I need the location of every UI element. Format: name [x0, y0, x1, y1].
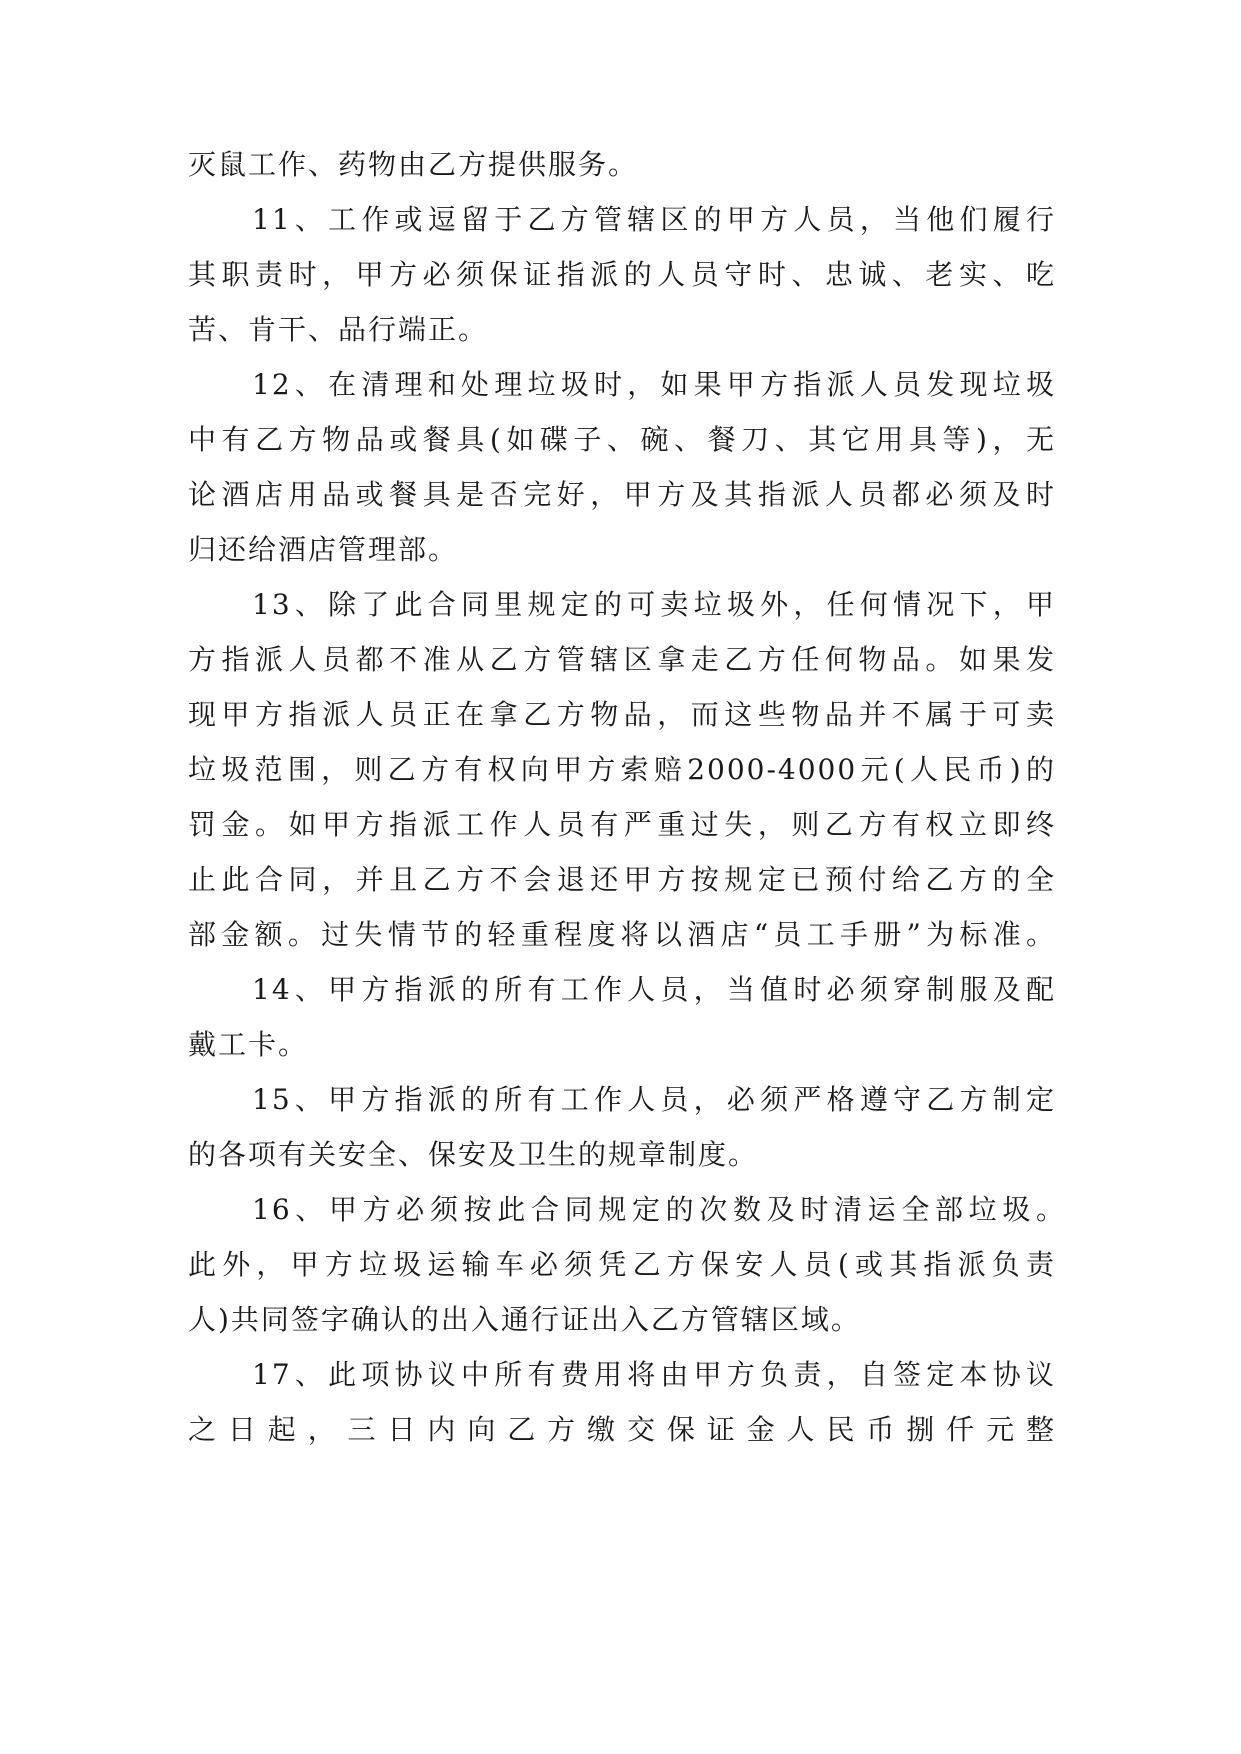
- clause-13-line-5: 罚金。如甲方指派工作人员有严重过失，则乙方有权立即终: [188, 808, 1056, 841]
- clause-12-line-1: 12、在清理和处理垃圾时，如果甲方指派人员发现垃圾: [252, 368, 1056, 401]
- clause-13-line-3: 现甲方指派人员正在拿乙方物品，而这些物品并不属于可卖: [188, 698, 1056, 731]
- clause-13-line-4: 垃圾范围，则乙方有权向甲方索赔2000-4000元(人民币)的: [188, 753, 1056, 786]
- text-line-1: 灭鼠工作、药物由乙方提供服务。: [188, 148, 639, 181]
- clause-17-line-1: 17、此项协议中所有费用将由甲方负责，自签定本协议: [252, 1358, 1056, 1391]
- clause-15-line-2: 的各项有关安全、保安及卫生的规章制度。: [188, 1138, 759, 1171]
- clause-14-line-2: 戴工卡。: [188, 1028, 309, 1061]
- clause-11-line-2: 其职责时，甲方必须保证指派的人员守时、忠诚、老实、吃: [188, 258, 1056, 291]
- clause-16-line-3: 人)共同签字确认的出入通行证出入乙方管辖区域。: [188, 1303, 861, 1336]
- clause-16-line-2: 此外，甲方垃圾运输车必须凭乙方保安人员(或其指派负责: [188, 1248, 1056, 1281]
- clause-13-line-2: 方指派人员都不准从乙方管辖区拿走乙方任何物品。如果发: [188, 643, 1056, 676]
- clause-12-line-3: 论酒店用品或餐具是否完好，甲方及其指派人员都必须及时: [188, 478, 1056, 511]
- clause-12-line-4: 归还给酒店管理部。: [188, 533, 459, 566]
- clause-13-line-1: 13、除了此合同里规定的可卖垃圾外，任何情况下，甲: [252, 588, 1056, 621]
- clause-12-line-2: 中有乙方物品或餐具(如碟子、碗、餐刀、其它用具等)，无: [188, 423, 1056, 456]
- clause-15-line-1: 15、甲方指派的所有工作人员，必须严格遵守乙方制定: [252, 1083, 1056, 1116]
- clause-14-line-1: 14、甲方指派的所有工作人员，当值时必须穿制服及配: [252, 973, 1056, 1006]
- clause-11-line-1: 11、工作或逗留于乙方管辖区的甲方人员，当他们履行: [252, 203, 1056, 236]
- clause-13-line-6: 止此合同，并且乙方不会退还甲方按规定已预付给乙方的全: [188, 863, 1056, 896]
- clause-13-line-7: 部金额。过失情节的轻重程度将以酒店“员工手册”为标准。: [188, 918, 1056, 951]
- clause-16-line-1: 16、甲方必须按此合同规定的次数及时清运全部垃圾。: [252, 1193, 1066, 1226]
- clause-11-line-3: 苦、肯干、品行端正。: [188, 313, 489, 346]
- clause-17-line-2: 之日起，三日内向乙方缴交保证金人民币捌仟元整: [188, 1413, 1056, 1446]
